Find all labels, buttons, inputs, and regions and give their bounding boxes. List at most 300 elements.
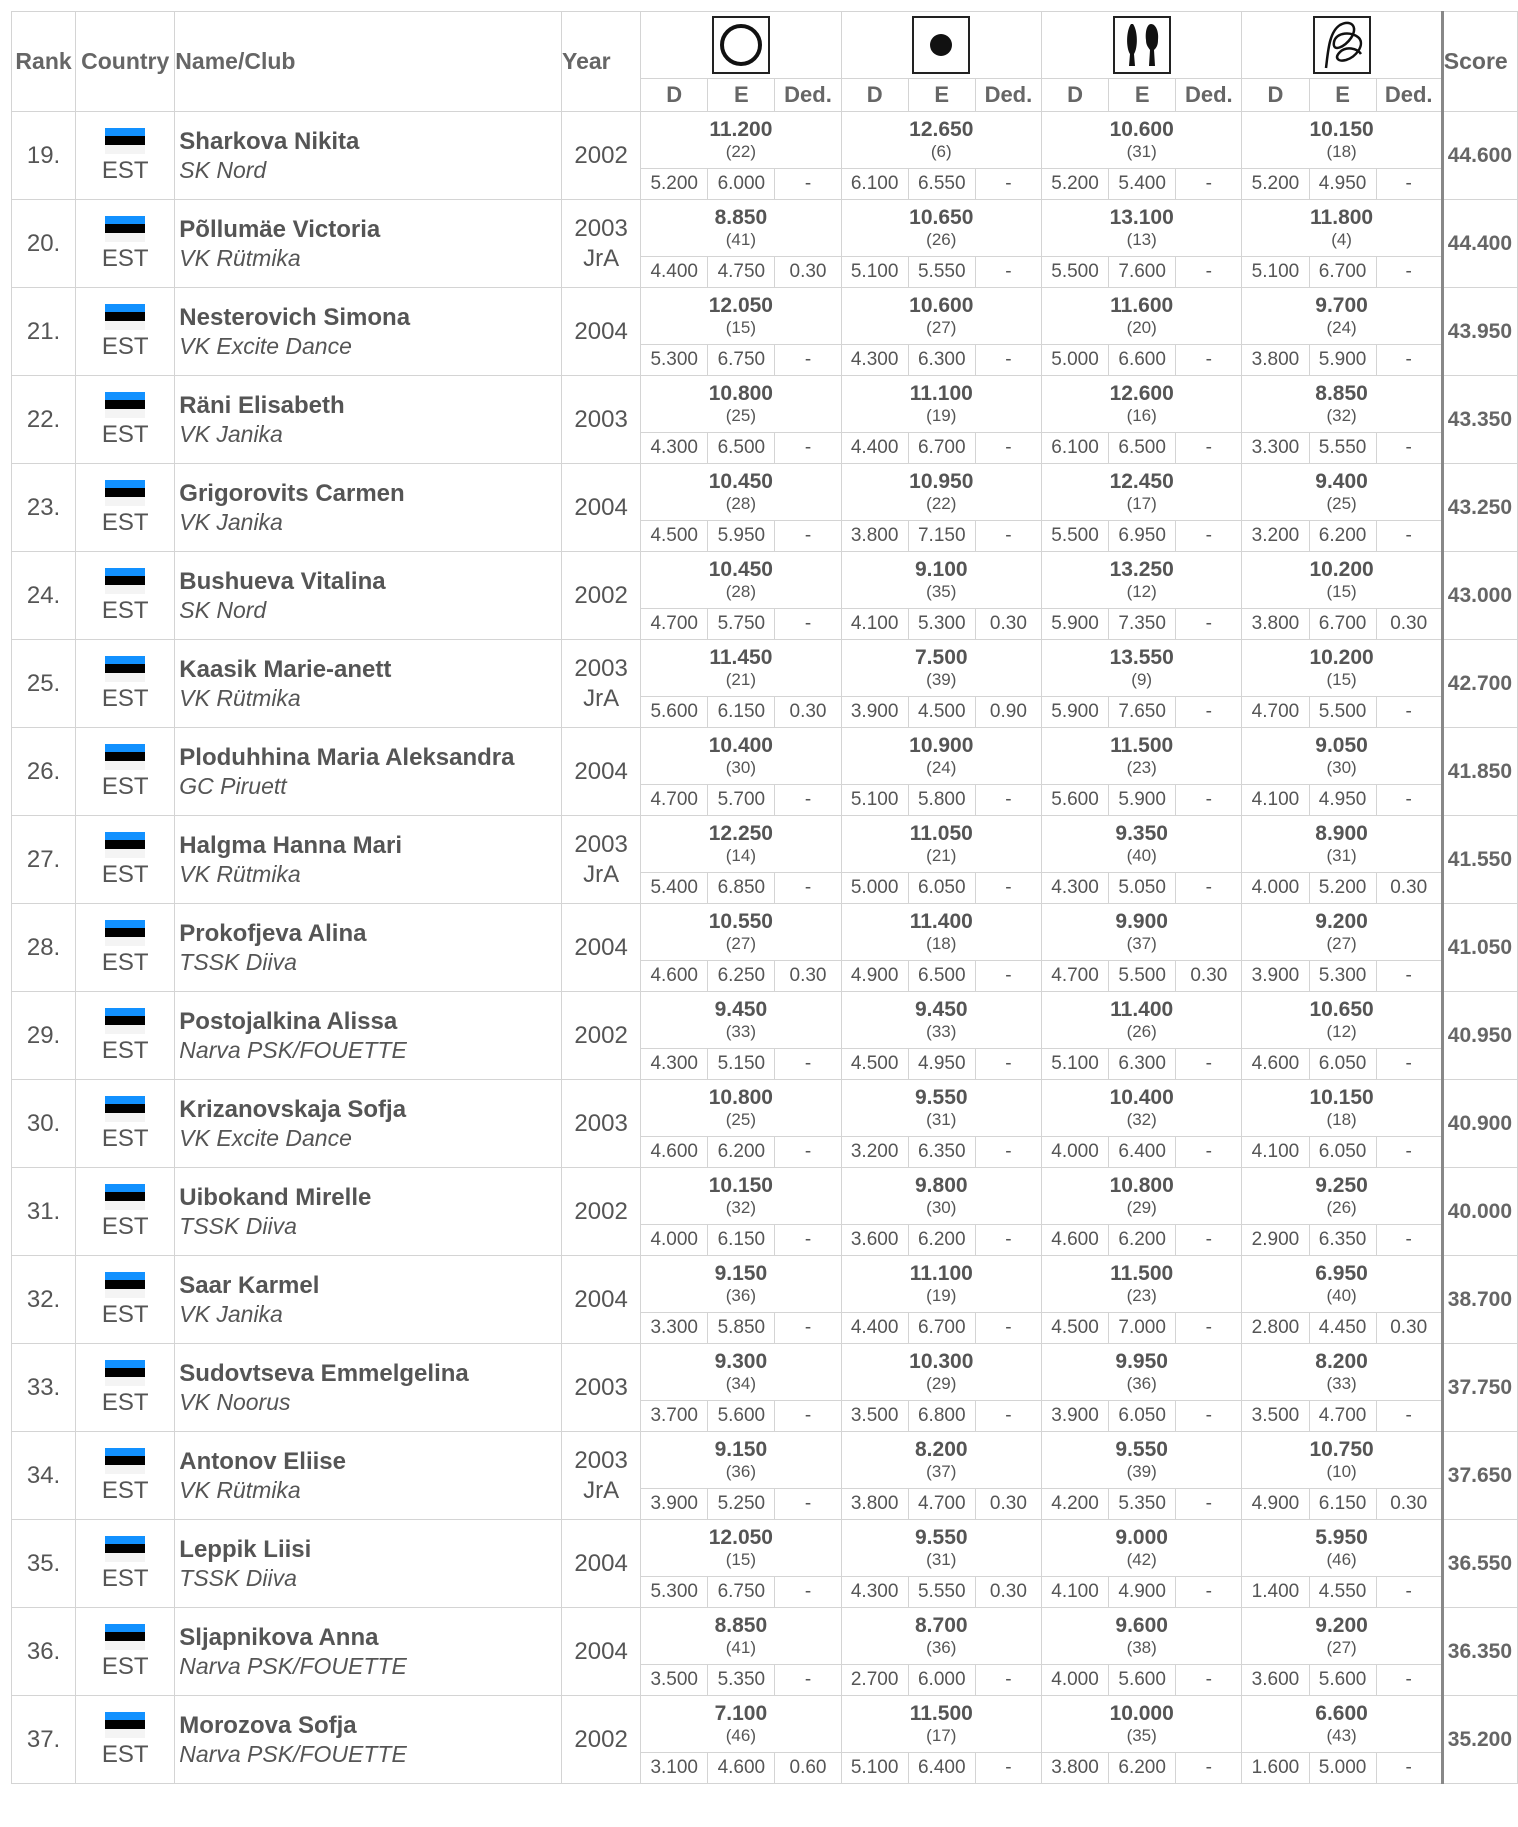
ribbon-deduction: - bbox=[1376, 1137, 1442, 1168]
country-code: EST bbox=[101, 508, 149, 536]
ball-d-score: 3.500 bbox=[841, 1401, 908, 1432]
year-cell bbox=[562, 1256, 641, 1344]
ribbon-deduction: - bbox=[1376, 521, 1442, 552]
birth-year: 2003 bbox=[574, 1446, 628, 1474]
clubs-e-score: 6.300 bbox=[1109, 1049, 1176, 1080]
rank-cell: 31. bbox=[12, 1168, 76, 1256]
clubs-place: (36) bbox=[1126, 1374, 1157, 1393]
estonia-flag-icon bbox=[105, 656, 145, 682]
hoop-total-cell bbox=[641, 552, 841, 609]
clubs-deduction: - bbox=[1176, 1313, 1242, 1344]
athlete-name: Sudovtseva Emmelgelina bbox=[179, 1360, 469, 1387]
clubs-place: (23) bbox=[1126, 1286, 1157, 1305]
country-code: EST bbox=[101, 596, 149, 624]
ball-place: (27) bbox=[926, 318, 957, 337]
clubs-total-cell bbox=[1041, 376, 1241, 433]
hoop-total-cell bbox=[641, 1256, 841, 1313]
clubs-deduction: - bbox=[1176, 609, 1242, 640]
ball-total: 10.600 bbox=[909, 294, 974, 317]
estonia-flag-icon bbox=[105, 744, 145, 770]
ball-total-cell bbox=[841, 112, 1041, 169]
hoop-total-cell bbox=[641, 1080, 841, 1137]
clubs-total-cell bbox=[1041, 112, 1241, 169]
hoop-icon bbox=[712, 16, 770, 74]
ball-total-cell bbox=[841, 1696, 1041, 1753]
hoop-d-score: 4.700 bbox=[641, 785, 708, 816]
ribbon-total-cell bbox=[1242, 1256, 1442, 1313]
ribbon-e-score: 4.550 bbox=[1309, 1577, 1376, 1608]
hoop-total: 11.200 bbox=[709, 118, 773, 141]
clubs-e-score: 5.400 bbox=[1109, 169, 1176, 200]
club-name: VK Excite Dance bbox=[179, 1125, 352, 1151]
clubs-total-cell bbox=[1041, 464, 1241, 521]
ribbon-place: (4) bbox=[1331, 230, 1352, 249]
ball-place: (26) bbox=[926, 230, 957, 249]
clubs-d-score: 4.100 bbox=[1041, 1577, 1108, 1608]
score-cell: 36.350 bbox=[1442, 1608, 1517, 1696]
clubs-deduction: 0.30 bbox=[1176, 961, 1242, 992]
estonia-flag-icon bbox=[105, 1536, 145, 1562]
birth-year: 2002 bbox=[574, 581, 628, 609]
clubs-place: (17) bbox=[1126, 494, 1157, 513]
country-cell bbox=[76, 728, 175, 816]
hoop-total-cell bbox=[641, 640, 841, 697]
rank-cell: 25. bbox=[12, 640, 76, 728]
ball-d-header: D bbox=[841, 79, 908, 112]
clubs-d-score: 5.900 bbox=[1041, 697, 1108, 728]
ball-d-score: 5.100 bbox=[841, 257, 908, 288]
ribbon-d-score: 3.900 bbox=[1242, 961, 1309, 992]
estonia-flag-icon bbox=[105, 832, 145, 858]
clubs-deduction: - bbox=[1176, 1489, 1242, 1520]
rank-cell: 24. bbox=[12, 552, 76, 640]
ball-d-score: 4.500 bbox=[841, 1049, 908, 1080]
clubs-d-score: 5.200 bbox=[1041, 169, 1108, 200]
hoop-total: 10.800 bbox=[708, 382, 773, 405]
club-name: TSSK Diiva bbox=[179, 1213, 297, 1239]
clubs-e-score: 5.900 bbox=[1109, 785, 1176, 816]
country-cell bbox=[76, 1432, 175, 1520]
clubs-deduction: - bbox=[1176, 169, 1242, 200]
ball-place: (29) bbox=[926, 1374, 957, 1393]
hoop-total: 12.050 bbox=[708, 294, 773, 317]
club-name: VK Janika bbox=[179, 1301, 283, 1327]
hoop-total: 9.150 bbox=[714, 1262, 768, 1285]
rank-cell: 30. bbox=[12, 1080, 76, 1168]
club-name: Narva PSK/FOUETTE bbox=[179, 1653, 407, 1679]
hoop-deduction: - bbox=[775, 1049, 841, 1080]
ball-total: 12.650 bbox=[909, 118, 974, 141]
ball-total: 11.500 bbox=[909, 1702, 973, 1725]
ribbon-d-score: 4.900 bbox=[1242, 1489, 1309, 1520]
country-header[interactable]: Country bbox=[76, 12, 175, 112]
ribbon-total-cell bbox=[1242, 200, 1442, 257]
hoop-place: (30) bbox=[725, 758, 756, 777]
ball-place: (33) bbox=[926, 1022, 957, 1041]
athlete-name: Halgma Hanna Mari bbox=[179, 832, 403, 859]
hoop-place: (28) bbox=[725, 494, 756, 513]
ball-d-score: 4.100 bbox=[841, 609, 908, 640]
ball-total-cell bbox=[841, 464, 1041, 521]
birth-year: 2002 bbox=[574, 1021, 628, 1049]
country-cell bbox=[76, 1520, 175, 1608]
birth-year: 2003 bbox=[574, 405, 628, 433]
ribbon-total: 10.200 bbox=[1309, 558, 1374, 581]
athlete-name: Prokofjeva Alina bbox=[179, 920, 367, 947]
clubs-total-cell bbox=[1041, 200, 1241, 257]
ribbon-total: 6.600 bbox=[1315, 1702, 1368, 1725]
hoop-e-score: 5.850 bbox=[708, 1313, 775, 1344]
clubs-total: 12.600 bbox=[1109, 382, 1174, 405]
ball-place: (24) bbox=[926, 758, 957, 777]
clubs-e-score: 6.500 bbox=[1109, 433, 1176, 464]
ribbon-d-score: 3.800 bbox=[1242, 609, 1309, 640]
ball-deduction: - bbox=[975, 1401, 1041, 1432]
ball-e-score: 6.500 bbox=[908, 961, 975, 992]
ribbon-total-cell bbox=[1242, 1696, 1442, 1753]
table-row bbox=[12, 728, 1518, 785]
hoop-place: (41) bbox=[725, 1638, 756, 1657]
clubs-place: (32) bbox=[1126, 1110, 1157, 1129]
ribbon-total-cell bbox=[1242, 1344, 1442, 1401]
hoop-d-score: 3.700 bbox=[641, 1401, 708, 1432]
score-header[interactable]: Score bbox=[1442, 12, 1517, 112]
hoop-place: (21) bbox=[725, 670, 756, 689]
ribbon-total-cell bbox=[1242, 376, 1442, 433]
year-cell bbox=[562, 112, 641, 200]
ribbon-total: 10.650 bbox=[1309, 998, 1374, 1021]
score-cell: 41.050 bbox=[1442, 904, 1517, 992]
hoop-e-score: 6.250 bbox=[708, 961, 775, 992]
hoop-e-score: 6.200 bbox=[708, 1137, 775, 1168]
country-code: EST bbox=[101, 1476, 149, 1504]
ribbon-place: (27) bbox=[1326, 1638, 1357, 1657]
ball-icon bbox=[912, 16, 970, 74]
ribbon-place: (15) bbox=[1326, 670, 1357, 689]
ribbon-d-header: D bbox=[1242, 79, 1309, 112]
country-code: EST bbox=[101, 1300, 149, 1328]
ribbon-e-score: 5.600 bbox=[1309, 1665, 1376, 1696]
hoop-deduction: - bbox=[775, 1137, 841, 1168]
country-cell bbox=[76, 200, 175, 288]
score-cell: 40.950 bbox=[1442, 992, 1517, 1080]
clubs-total: 13.550 bbox=[1109, 646, 1174, 669]
name-club-cell bbox=[175, 288, 562, 376]
clubs-place: (26) bbox=[1126, 1022, 1157, 1041]
clubs-total: 12.450 bbox=[1109, 470, 1174, 493]
name-club-cell bbox=[175, 816, 562, 904]
ribbon-total: 9.200 bbox=[1315, 1614, 1368, 1637]
country-cell bbox=[76, 1168, 175, 1256]
hoop-deduction: - bbox=[775, 609, 841, 640]
ribbon-d-score: 2.900 bbox=[1242, 1225, 1309, 1256]
hoop-d-score: 4.700 bbox=[641, 609, 708, 640]
hoop-header bbox=[641, 12, 841, 79]
name-club-cell bbox=[175, 112, 562, 200]
hoop-e-score: 6.850 bbox=[708, 873, 775, 904]
ball-place: (22) bbox=[926, 494, 957, 513]
athlete-name: Morozova Sofja bbox=[179, 1712, 357, 1739]
clubs-d-score: 4.600 bbox=[1041, 1225, 1108, 1256]
estonia-flag-icon bbox=[105, 1360, 145, 1386]
ball-total: 11.050 bbox=[909, 822, 973, 845]
ribbon-total-cell bbox=[1242, 904, 1442, 961]
ball-e-score: 6.550 bbox=[908, 169, 975, 200]
year-cell bbox=[562, 552, 641, 640]
clubs-d-score: 5.500 bbox=[1041, 521, 1108, 552]
ribbon-e-header: E bbox=[1309, 79, 1376, 112]
ball-total-cell bbox=[841, 376, 1041, 433]
clubs-e-score: 5.350 bbox=[1109, 1489, 1176, 1520]
ball-total-cell bbox=[841, 1520, 1041, 1577]
ball-deduction: 0.30 bbox=[975, 1489, 1041, 1520]
ball-ded-header: Ded. bbox=[975, 79, 1041, 112]
hoop-place: (36) bbox=[725, 1286, 756, 1305]
hoop-e-score: 4.600 bbox=[708, 1753, 775, 1784]
country-code: EST bbox=[101, 420, 149, 448]
hoop-e-score: 5.150 bbox=[708, 1049, 775, 1080]
hoop-place: (34) bbox=[725, 1374, 756, 1393]
ball-d-score: 3.800 bbox=[841, 521, 908, 552]
rank-cell: 22. bbox=[12, 376, 76, 464]
ribbon-place: (18) bbox=[1326, 142, 1357, 161]
rank-cell: 23. bbox=[12, 464, 76, 552]
estonia-flag-icon bbox=[105, 1096, 145, 1122]
ball-e-score: 4.950 bbox=[908, 1049, 975, 1080]
table-row bbox=[12, 1080, 1518, 1137]
hoop-deduction: - bbox=[775, 433, 841, 464]
hoop-e-score: 6.500 bbox=[708, 433, 775, 464]
hoop-d-score: 4.000 bbox=[641, 1225, 708, 1256]
clubs-total: 13.100 bbox=[1109, 206, 1174, 229]
ribbon-d-score: 5.100 bbox=[1242, 257, 1309, 288]
ribbon-d-score: 5.200 bbox=[1242, 169, 1309, 200]
hoop-total-cell bbox=[641, 904, 841, 961]
clubs-e-score: 7.000 bbox=[1109, 1313, 1176, 1344]
ribbon-total-cell bbox=[1242, 1432, 1442, 1489]
year-cell bbox=[562, 1520, 641, 1608]
ball-deduction: - bbox=[975, 1137, 1041, 1168]
hoop-e-score: 5.700 bbox=[708, 785, 775, 816]
clubs-header bbox=[1041, 12, 1241, 79]
clubs-total: 9.950 bbox=[1115, 1350, 1168, 1373]
ball-total-cell bbox=[841, 552, 1041, 609]
clubs-deduction: - bbox=[1176, 1665, 1242, 1696]
ribbon-d-score: 4.100 bbox=[1242, 1137, 1309, 1168]
year-cell bbox=[562, 1608, 641, 1696]
hoop-place: (33) bbox=[725, 1022, 756, 1041]
ball-d-score: 5.000 bbox=[841, 873, 908, 904]
clubs-deduction: - bbox=[1176, 873, 1242, 904]
country-cell bbox=[76, 816, 175, 904]
ribbon-place: (15) bbox=[1326, 582, 1357, 601]
country-code: EST bbox=[101, 860, 149, 888]
name-club-cell bbox=[175, 552, 562, 640]
clubs-deduction: - bbox=[1176, 257, 1242, 288]
ribbon-d-score: 3.500 bbox=[1242, 1401, 1309, 1432]
ball-e-score: 4.700 bbox=[908, 1489, 975, 1520]
table-row bbox=[12, 1608, 1518, 1665]
clubs-d-score: 5.600 bbox=[1041, 785, 1108, 816]
clubs-place: (40) bbox=[1126, 846, 1157, 865]
table-row bbox=[12, 1520, 1518, 1577]
clubs-e-score: 7.650 bbox=[1109, 697, 1176, 728]
ball-place: (17) bbox=[926, 1726, 957, 1745]
ribbon-deduction: 0.30 bbox=[1376, 1313, 1442, 1344]
birth-year: 2002 bbox=[574, 1197, 628, 1225]
ribbon-total: 8.850 bbox=[1315, 382, 1368, 405]
ribbon-place: (25) bbox=[1326, 494, 1357, 513]
ball-deduction: - bbox=[975, 1753, 1041, 1784]
athlete-name: Antonov Eliise bbox=[179, 1448, 346, 1475]
year-cell bbox=[562, 1696, 641, 1784]
ball-e-score: 6.000 bbox=[908, 1665, 975, 1696]
ball-d-score: 4.300 bbox=[841, 345, 908, 376]
clubs-total-cell bbox=[1041, 816, 1241, 873]
year-cell bbox=[562, 904, 641, 992]
clubs-deduction: - bbox=[1176, 345, 1242, 376]
clubs-deduction: - bbox=[1176, 433, 1242, 464]
hoop-deduction: - bbox=[775, 785, 841, 816]
table-row bbox=[12, 1344, 1518, 1401]
birth-year: 2004 bbox=[574, 757, 628, 785]
club-name: Narva PSK/FOUETTE bbox=[179, 1741, 407, 1767]
ribbon-deduction: - bbox=[1376, 1577, 1442, 1608]
clubs-place: (16) bbox=[1126, 406, 1157, 425]
clubs-deduction: - bbox=[1176, 1753, 1242, 1784]
clubs-e-score: 6.400 bbox=[1109, 1137, 1176, 1168]
clubs-total: 10.400 bbox=[1109, 1086, 1174, 1109]
ribbon-place: (12) bbox=[1326, 1022, 1357, 1041]
club-name: VK Rütmika bbox=[179, 245, 301, 271]
birth-year: 2004 bbox=[574, 493, 628, 521]
clubs-e-score: 5.600 bbox=[1109, 1665, 1176, 1696]
ball-e-score: 5.300 bbox=[908, 609, 975, 640]
name-club-cell bbox=[175, 728, 562, 816]
year-cell bbox=[562, 728, 641, 816]
rank-header[interactable]: Rank bbox=[12, 12, 76, 112]
score-cell: 44.600 bbox=[1442, 112, 1517, 200]
clubs-total: 13.250 bbox=[1109, 558, 1174, 581]
hoop-place: (15) bbox=[725, 1550, 756, 1569]
name-club-cell bbox=[175, 904, 562, 992]
score-cell: 43.250 bbox=[1442, 464, 1517, 552]
ribbon-e-score: 6.050 bbox=[1309, 1137, 1376, 1168]
clubs-place: (9) bbox=[1131, 670, 1153, 689]
ball-place: (36) bbox=[926, 1638, 957, 1657]
clubs-deduction: - bbox=[1176, 1049, 1242, 1080]
score-cell: 40.900 bbox=[1442, 1080, 1517, 1168]
athlete-name: Sharkova Nikita bbox=[179, 128, 360, 155]
ball-e-score: 7.150 bbox=[908, 521, 975, 552]
ribbon-e-score: 4.950 bbox=[1309, 169, 1376, 200]
hoop-total-cell bbox=[641, 992, 841, 1049]
country-cell bbox=[76, 1344, 175, 1432]
ball-deduction: - bbox=[975, 257, 1041, 288]
hoop-d-score: 3.300 bbox=[641, 1313, 708, 1344]
estonia-flag-icon bbox=[105, 304, 145, 330]
estonia-flag-icon bbox=[105, 216, 145, 242]
ribbon-e-score: 4.700 bbox=[1309, 1401, 1376, 1432]
ball-d-score: 3.600 bbox=[841, 1225, 908, 1256]
ribbon-icon bbox=[1313, 16, 1371, 74]
hoop-e-score: 6.150 bbox=[708, 1225, 775, 1256]
ribbon-place: (30) bbox=[1326, 758, 1357, 777]
birth-year: 2003 bbox=[574, 214, 628, 242]
name-club-cell bbox=[175, 1080, 562, 1168]
hoop-e-score: 6.750 bbox=[708, 345, 775, 376]
clubs-d-score: 4.200 bbox=[1041, 1489, 1108, 1520]
country-code: EST bbox=[101, 156, 149, 184]
ball-place: (30) bbox=[926, 1198, 957, 1217]
year-header[interactable]: Year bbox=[562, 12, 641, 112]
ball-deduction: - bbox=[975, 169, 1041, 200]
ball-deduction: - bbox=[975, 1225, 1041, 1256]
birth-year: 2004 bbox=[574, 317, 628, 345]
score-cell: 36.550 bbox=[1442, 1520, 1517, 1608]
score-cell: 43.350 bbox=[1442, 376, 1517, 464]
name-club-cell bbox=[175, 992, 562, 1080]
estonia-flag-icon bbox=[105, 920, 145, 946]
hoop-d-score: 4.600 bbox=[641, 1137, 708, 1168]
country-cell bbox=[76, 1080, 175, 1168]
hoop-total: 9.450 bbox=[714, 998, 768, 1021]
category-note: JrA bbox=[583, 860, 620, 888]
hoop-deduction: 0.30 bbox=[775, 697, 841, 728]
ribbon-d-score: 4.100 bbox=[1242, 785, 1309, 816]
hoop-total-cell bbox=[641, 112, 841, 169]
club-name: TSSK Diiva bbox=[179, 1565, 297, 1591]
country-cell bbox=[76, 376, 175, 464]
ribbon-deduction: 0.30 bbox=[1376, 609, 1442, 640]
ball-place: (19) bbox=[926, 1286, 957, 1305]
hoop-place: (28) bbox=[725, 582, 756, 601]
clubs-d-score: 4.500 bbox=[1041, 1313, 1108, 1344]
ribbon-total: 10.150 bbox=[1309, 118, 1374, 141]
rank-cell: 37. bbox=[12, 1696, 76, 1784]
ball-place: (35) bbox=[926, 582, 957, 601]
athlete-name: Saar Karmel bbox=[179, 1272, 320, 1299]
table-row bbox=[12, 1168, 1518, 1225]
ribbon-deduction: - bbox=[1376, 1753, 1442, 1784]
club-name: SK Nord bbox=[179, 157, 267, 183]
table-row bbox=[12, 904, 1518, 961]
ribbon-total: 9.050 bbox=[1315, 734, 1368, 757]
hoop-place: (46) bbox=[725, 1726, 756, 1745]
hoop-d-score: 4.300 bbox=[641, 433, 708, 464]
athlete-name: Krizanovskaja Sofja bbox=[179, 1096, 407, 1123]
ribbon-total: 10.150 bbox=[1309, 1086, 1374, 1109]
ball-total: 10.900 bbox=[909, 734, 974, 757]
ribbon-d-score: 3.200 bbox=[1242, 521, 1309, 552]
year-cell bbox=[562, 1432, 641, 1520]
name-club-header[interactable]: Name/Club bbox=[175, 12, 562, 112]
ball-e-score: 6.700 bbox=[908, 433, 975, 464]
ball-total-cell bbox=[841, 1608, 1041, 1665]
clubs-place: (20) bbox=[1126, 318, 1157, 337]
hoop-total: 10.450 bbox=[708, 470, 773, 493]
athlete-name: Põllumäe Victoria bbox=[179, 216, 381, 243]
ball-deduction: - bbox=[975, 1049, 1041, 1080]
clubs-d-score: 3.800 bbox=[1041, 1753, 1108, 1784]
birth-year: 2002 bbox=[574, 1725, 628, 1753]
ball-deduction: - bbox=[975, 1665, 1041, 1696]
clubs-e-score: 6.600 bbox=[1109, 345, 1176, 376]
rank-cell: 27. bbox=[12, 816, 76, 904]
hoop-place: (25) bbox=[725, 406, 756, 425]
name-club-cell bbox=[175, 200, 562, 288]
ribbon-d-score: 4.700 bbox=[1242, 697, 1309, 728]
